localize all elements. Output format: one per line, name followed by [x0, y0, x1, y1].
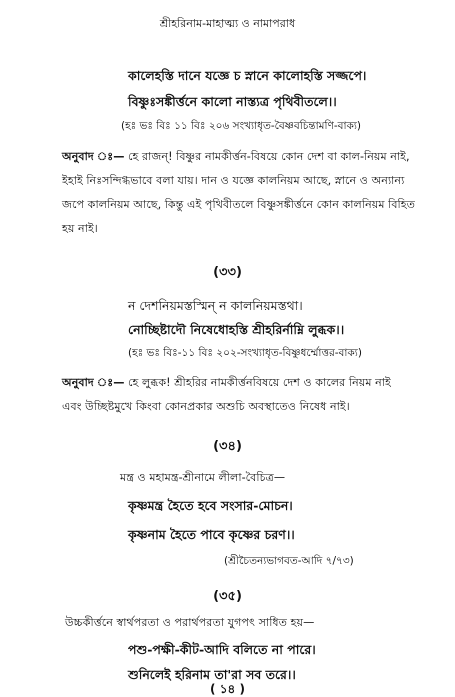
section34-line1: কৃষ্ণমন্ত্র হৈতে হবে সংসার-মোচন। — [128, 498, 293, 513]
translation1-line4: হয় নাই। — [62, 222, 98, 235]
section35-intro: উচ্চকীর্ত্তনে স্বার্থপরতা ও পরার্থপরতা যুগপৎ সাধিত হয়— — [65, 616, 315, 629]
translation-label: অনুবাদ ঃ— — [62, 150, 125, 163]
verse1-line1: কালেহস্তি দানে যজ্ঞে চ স্নানে কালোহস্তি সজ্জপে। — [128, 68, 367, 83]
translation1-line2: ইহাই নিঃসন্দিগ্ধভাবে বলা যায়। দান ও যজ্ঞে কালনিয়ম আছে, স্নানে ও অন্যান্য — [62, 174, 405, 187]
translation2-text: হে লুব্ধক! শ্রীহরির নামকীর্ত্তনবিষয়ে দেশ ও কালের নিয়ম নাই — [128, 376, 391, 389]
translation-label: অনুবাদ ঃ— — [62, 376, 125, 389]
section35-line1: পশু-পক্ষী-কীট-আদি বলিতে না পারে। — [128, 642, 316, 657]
section34-source: (শ্রীচৈতন্যভাগবত-আদি ৭/৭৩) — [224, 555, 354, 567]
translation1-line1 — [62, 151, 410, 162]
verse1-line2: বিষ্ণুঃসঙ্কীর্ত্তনে কালো নাস্ত্যত্র পৃথিবীতলে।। — [128, 94, 337, 109]
page-header: শ্রীহরিনাম-মাহাত্ম্য ও নামাপরাধ — [159, 17, 296, 30]
verse-number-35: (৩৫) — [213, 589, 242, 604]
verse-number-34: (৩৪) — [213, 439, 242, 454]
verse-number-33: (৩৩) — [213, 265, 242, 280]
verse2-source: (হঃ ভঃ বিঃ-১১ বিঃ ২০২-সংখ্যাধৃত-বিষ্ণুধর্ম্মোত্তর-বাক্য) — [128, 347, 362, 359]
section34-intro: মন্ত্র ও মহামন্ত্র-শ্রীনামে লীলা-বৈচিত্র— — [120, 471, 286, 484]
translation2-line2: এবং উচ্ছিষ্টমুখে কিংবা কোনপ্রকার অশুচি অবস্থাতেও নিষেধ নাই। — [62, 400, 350, 413]
section34-line2: কৃষ্ণনাম হৈতে পাবে কৃষ্ণের চরণ।। — [128, 527, 295, 542]
verse1-source: (হঃ ভঃ বিঃ ১১ বিঃ ২০৬ সংখ্যাধৃত-বৈষ্ণবচিন্তামণি-বাক্য) — [121, 120, 362, 132]
page-number: ( ১৪ ) — [210, 682, 245, 696]
translation2-line1 — [62, 377, 391, 388]
section35-line2: শুনিলেই হরিনাম তা'রা সব তরে।। — [128, 667, 296, 682]
translation1-line3: জপে কালনিয়ম আছে, কিন্তু এই পৃথিবীতলে বিষ্ণুসঙ্কীর্ত্তনে কোন কালনিয়ম বিহিত — [62, 198, 416, 211]
verse2-line1: ন দেশনিয়মস্তস্মিন্ ন কালনিয়মস্তথা। — [128, 298, 303, 313]
verse2-line2: নোচ্ছিষ্টাদৌ নিষেধোহস্তি শ্রীহরির্নাম্নি লুব্ধক।। — [128, 322, 345, 337]
translation1-text: হে রাজন্! বিষ্ণুর নামকীর্ত্তন-বিষয়ে কোন দেশ বা কাল-নিয়ম নাই, — [128, 150, 410, 163]
